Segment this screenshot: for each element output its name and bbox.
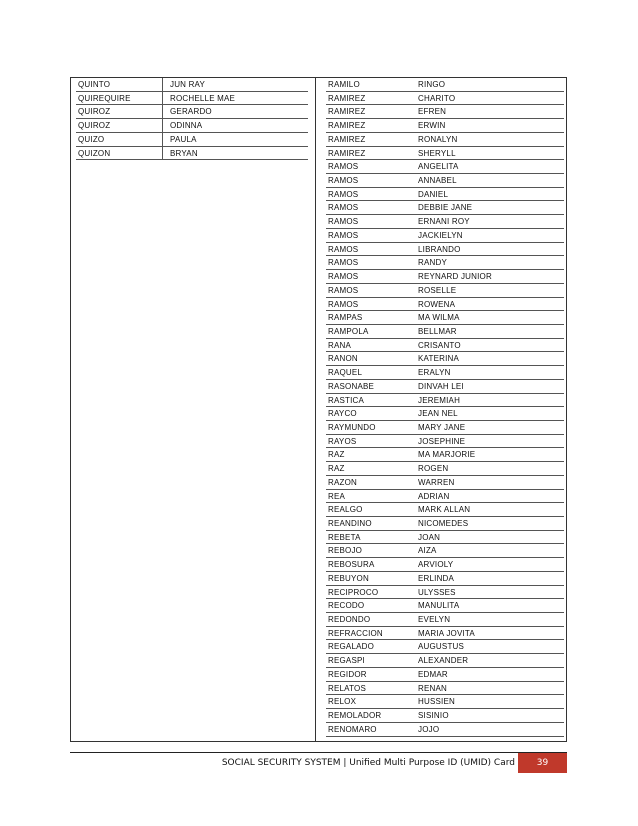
last-name: RANON [328,354,358,364]
first-name: BELLMAR [418,326,457,336]
name-row [326,476,564,490]
name-row [326,325,564,339]
last-name: RAMIREZ [328,107,366,117]
first-name: GERARDO [170,107,212,117]
last-name: RASONABE [328,381,375,391]
last-name: RECIPROCO [328,587,379,597]
first-name: ROWENA [418,299,456,309]
last-name: REBOSURA [328,560,375,570]
name-row [326,284,564,298]
last-name: QUIREQUIRE [78,93,131,103]
first-name: JUN RAY [170,80,206,89]
first-name: JOJO [418,724,440,734]
name-row [326,92,564,106]
name-row [326,394,564,408]
first-name: JOAN [418,532,441,542]
name-row [326,421,564,435]
last-name: RAMOS [328,272,359,282]
last-name: REA [328,491,346,501]
name-row [326,558,564,572]
name-row [76,105,308,119]
last-name: RAMPAS [328,313,363,323]
first-name: BRYAN [170,148,198,158]
name-row [326,201,564,215]
last-name: RAYCO [328,409,357,419]
name-row [76,119,308,133]
name-row [326,380,564,394]
first-name: LIBRANDO [418,244,461,254]
name-row [326,572,564,586]
last-name: RAMIREZ [328,148,366,158]
last-name: RAQUEL [328,368,363,378]
first-name: CRISANTO [418,340,461,350]
first-name: JOSEPHINE [418,436,466,446]
first-name: ANGELITA [418,162,459,172]
name-row [326,229,564,243]
first-name: SISINIO [418,711,449,721]
name-row [326,462,564,476]
name-row [76,92,308,106]
name-row [326,640,564,654]
first-name: WARREN [418,477,455,487]
last-name: RENOMARO [328,724,377,734]
column-divider [315,77,316,742]
name-row [326,352,564,366]
last-name: RAMOS [328,189,359,199]
name-row [76,78,308,92]
name-row [326,366,564,380]
last-name: RAMOS [328,230,359,240]
first-name: RENAN [418,683,448,693]
name-row [326,668,564,682]
name-row [326,586,564,600]
first-name: JEREMIAH [418,395,461,405]
name-row [76,147,308,161]
last-name: RAMOS [328,299,359,309]
name-row [326,243,564,257]
last-name: RAMOS [328,203,359,213]
last-name: REBUYON [328,573,369,583]
last-name: QUINTO [78,80,111,89]
name-row [326,105,564,119]
first-name: ARVIOLY [418,560,454,570]
last-name: REANDINO [328,519,372,528]
name-row [326,147,564,161]
first-name: MANULITA [418,601,460,611]
last-name: RELATOS [328,683,367,693]
name-row [326,599,564,613]
last-name: REALGO [328,505,363,515]
name-row [326,188,564,202]
last-name: QUIROZ [78,107,111,117]
first-name: KATERINA [418,354,460,364]
name-row [326,311,564,325]
last-name: REMOLADOR [328,711,382,721]
last-name: RELOX [328,697,357,707]
first-name: AUGUSTUS [418,642,465,652]
left-column-separator [162,78,163,160]
name-row [326,160,564,174]
first-name: ANNABEL [418,176,457,186]
name-row [326,448,564,462]
first-name: MARIA JOVITA [418,628,475,638]
last-name: REGALADO [328,642,375,652]
first-name: HUSSIEN [418,697,455,707]
footer-rule [70,752,567,753]
last-name: REBETA [328,532,361,542]
name-row [326,517,564,531]
name-row [326,723,564,737]
name-row [326,627,564,641]
name-row [326,654,564,668]
name-row [326,613,564,627]
name-row [326,682,564,696]
first-name: ROGEN [418,464,449,474]
footer-text: SOCIAL SECURITY SYSTEM | Unified Multi Purpose ID (UMID) Card [221,758,515,768]
last-name: RAMIREZ [328,93,366,103]
first-name: CHARITO [418,93,456,103]
first-name: RANDY [418,258,448,268]
first-name: MARY JANE [418,422,466,432]
first-name: JACKIELYN [418,230,463,240]
last-name: RAZON [328,477,357,487]
first-name: ULYSSES [418,587,456,597]
first-name: ERNANI ROY [418,217,470,227]
first-name: SHERYLL [418,148,456,158]
left-name-list [76,78,308,160]
name-row [326,78,564,92]
last-name: RAMPOLA [328,326,369,336]
last-name: RAMIREZ [328,134,366,144]
first-name: DANIEL [418,189,449,199]
last-name: QUIROZ [78,121,111,131]
name-row [326,215,564,229]
first-name: RINGO [418,80,446,89]
last-name: RAYMUNDO [328,422,376,432]
first-name: ERALYN [418,368,451,378]
first-name: EDMAR [418,669,448,679]
first-name: REYNARD JUNIOR [418,272,492,282]
first-name: ERLINDA [418,573,455,583]
last-name: RAMOS [328,176,359,186]
name-row [76,133,308,147]
name-row [326,544,564,558]
first-name: ERWIN [418,121,446,131]
last-name: RAYOS [328,436,357,446]
first-name: ADRIAN [418,491,450,501]
last-name: QUIZON [78,148,111,158]
last-name: RECODO [328,601,365,611]
last-name: RAMILO [328,80,360,89]
name-row [326,119,564,133]
name-row [326,695,564,709]
last-name: REGASPI [328,656,365,666]
first-name: AIZA [418,546,437,556]
first-name: ROSELLE [418,285,457,295]
first-name: EVELYN [418,615,451,625]
first-name: MA MARJORIE [418,450,476,460]
name-row [326,174,564,188]
last-name: RAMOS [328,285,359,295]
last-name: REGIDOR [328,669,367,679]
last-name: REFRACCION [328,628,383,638]
name-row [326,270,564,284]
last-name: RAMOS [328,258,359,268]
last-name: REDONDO [328,615,371,625]
first-name: MA WILMA [418,313,460,323]
name-row [326,503,564,517]
name-row [326,490,564,504]
last-name: RAMOS [328,244,359,254]
last-name: RAZ [328,464,345,474]
name-row [326,531,564,545]
last-name: QUIZO [78,134,105,144]
name-row [326,709,564,723]
first-name: RONALYN [418,134,458,144]
first-name: DEBBIE JANE [418,203,473,213]
last-name: RASTICA [328,395,365,405]
name-row [326,133,564,147]
name-row [326,435,564,449]
name-row [326,256,564,270]
name-row [326,298,564,312]
first-name: JEAN NEL [418,409,458,419]
last-name: RAMOS [328,162,359,172]
first-name: ODINNA [170,121,203,131]
last-name: RAMIREZ [328,121,366,131]
first-name: NICOMEDES [418,519,469,528]
last-name: RAMOS [328,217,359,227]
first-name: ALEXANDER [418,656,469,666]
first-name: DINVAH LEI [418,381,464,391]
first-name: EFREN [418,107,447,117]
last-name: RANA [328,340,352,350]
name-row [326,407,564,421]
name-row [326,339,564,353]
right-name-list [326,78,564,737]
last-name: REBOJO [328,546,363,556]
last-name: RAZ [328,450,345,460]
page-number: 39 [518,753,567,773]
first-name: MARK ALLAN [418,505,471,515]
first-name: ROCHELLE MAE [170,93,236,103]
first-name: PAULA [170,134,197,144]
